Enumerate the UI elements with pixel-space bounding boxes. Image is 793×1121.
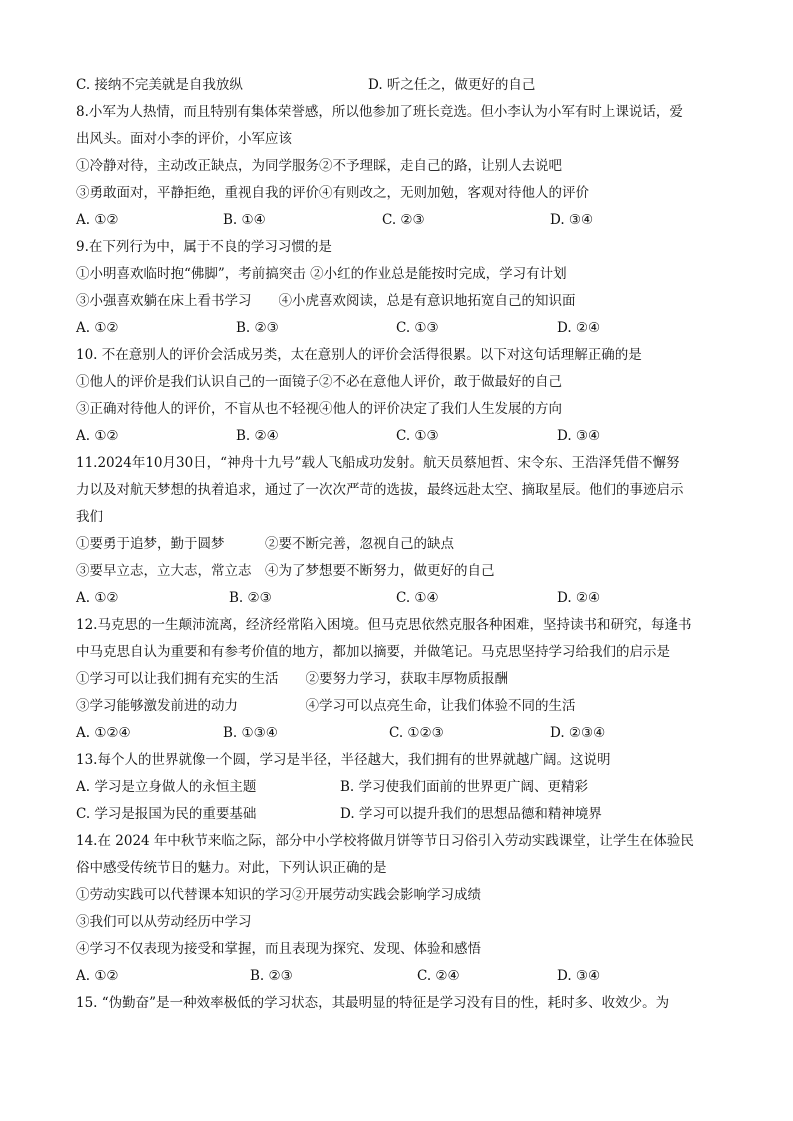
option-b: B. ①④: [223, 212, 266, 228]
q10-statement-1-2: ①他人的评价是我们认识自己的一面镜子②不必在意他人评价，敢于做最好的自己: [76, 374, 562, 390]
option-a: A. ①②④: [76, 725, 131, 741]
q9-statement-1-2: ①小明喜欢临时抱“佛脚”，考前搞突击 ②小红的作业总是能按时完成，学习有计划: [76, 266, 567, 282]
option-d: D. ②③④: [550, 725, 606, 741]
option-c: C. ①③: [396, 428, 439, 444]
q11-stem-line1: 11.2024年10月30日，“神舟十九号”载人飞船成功发射。航天员蔡旭哲、宋令东、王浩泽凭借不懈努: [76, 455, 680, 471]
q11-statement-1-2: ①要勇于追梦，勤于圆梦 ②要不断完善，忽视自己的缺点: [76, 536, 454, 552]
q14-options: [76, 963, 736, 990]
option-b: B. ②③: [236, 320, 279, 336]
q9-stem: 9.在下列行为中，属于不良的学习习惯的是: [76, 239, 332, 255]
q12-statement-3-4: ③学习能够激发前进的动力 ④学习可以点亮生命，让我们体验不同的生活: [76, 698, 576, 714]
option-c: C. 学习是报国为民的重要基础: [76, 806, 257, 822]
q9-options: [76, 315, 736, 342]
q14-statement-1-2: ①劳动实践可以代替课本知识的学习②开展劳动实践会影响学习成绩: [76, 887, 481, 903]
q15-stem-line1: 15. “伪勤奋”是一种效率极低的学习状态，其最明显的特征是学习没有目的性，耗时多、收效少。为: [76, 995, 670, 1011]
option-a: A. ①②: [76, 320, 119, 336]
q11-stem-line2: 力以及对航天梦想的执着追求，通过了一次次严苛的选拔，最终远赴太空、摘取星辰。他们的事迹启示: [76, 482, 684, 498]
q11-statement-3-4: ③要早立志，立大志，常立志 ④为了梦想要不断努力，做更好的自己: [76, 563, 495, 579]
q8-options: [76, 207, 736, 234]
q9-statement-3-4: ③小强喜欢躺在床上看书学习 ④小虎喜欢阅读，总是有意识地拓宽自己的知识面: [76, 293, 576, 309]
q14-statement-4: ④学习不仅表现为接受和掌握，而且表现为探究、发现、体验和感悟: [76, 941, 481, 957]
q14-stem-line1: 14.在 2024 年中秋节来临之际，部分中小学校将做月饼等节日习俗引入劳动实践课堂，让学生在体验民: [76, 833, 694, 849]
option-d: D. ③④: [557, 968, 601, 984]
option-b: B. ②④: [236, 428, 279, 444]
option-a: A. ①②: [76, 968, 119, 984]
q10-statement-3-4: ③正确对待他人的评价，不盲从也不轻视④他人的评价决定了我们人生发展的方向: [76, 401, 562, 417]
q13-options-ab: [76, 774, 736, 801]
option-d: D. 听之任之，做更好的自己: [368, 77, 536, 93]
option-c: C. ①③: [396, 320, 439, 336]
q14-stem-line2: 俗中感受传统节日的魅力。对此，下列认识正确的是: [76, 860, 387, 876]
q14-statement-3: ③我们可以从劳动经历中学习: [76, 914, 252, 930]
option-c: C. ①②③: [389, 725, 444, 741]
option-b: B. ②③: [250, 968, 293, 984]
option-b: B. ①③④: [223, 725, 278, 741]
q10-options: [76, 423, 736, 450]
option-d: D. ②④: [557, 320, 601, 336]
option-c: C. ②③: [382, 212, 425, 228]
option-a: A. 学习是立身做人的永恒主题: [76, 779, 257, 795]
option-c: C. ②④: [417, 968, 460, 984]
q13-stem: 13.每个人的世界就像一个圆，学习是半径，半径越大，我们拥有的世界就越广阔。这说明: [76, 752, 611, 768]
q7-options-cd: [76, 72, 736, 99]
q8-stem-line2: 出风头。面对小李的评价，小军应该: [76, 131, 292, 147]
q8-statement-1-2: ①冷静对待，主动改正缺点，为同学服务②不予理睬，走自己的路，让别人去说吧: [76, 158, 562, 174]
option-c: C. 接纳不完美就是自我放纵: [76, 77, 243, 93]
q12-stem-line1: 12.马克思的一生颠沛流离，经济经常陷入困境。但马克思依然克服各种困难，坚持读书和研究，每逢书: [76, 617, 692, 633]
q10-stem: 10. 不在意别人的评价会活成另类，太在意别人的评价会活得很累。以下对这句话理解正确的是: [76, 347, 642, 363]
q8-statement-3-4: ③勇敢面对，平静拒绝，重视自我的评价④有则改之，无则加勉，客观对待他人的评价: [76, 185, 589, 201]
option-d: D. ③④: [557, 428, 601, 444]
option-a: A. ①②: [76, 590, 119, 606]
q12-stem-line2: 中马克思自认为重要和有参考价值的地方，都加以摘要，并做笔记。马克思坚持学习给我们的启示是: [76, 644, 670, 660]
option-c: C. ①④: [396, 590, 439, 606]
option-d: D. ②④: [557, 590, 601, 606]
option-b: B. ②③: [229, 590, 272, 606]
option-b: B. 学习使我们面前的世界更广阔、更精彩: [340, 779, 589, 795]
q12-options: [76, 720, 736, 747]
q8-stem-line1: 8.小军为人热情，而且特别有集体荣誉感，所以他参加了班长竞选。但小李认为小军有时上课说话，爱: [76, 104, 683, 120]
option-d: D. ③④: [550, 212, 594, 228]
q11-stem-line3: 我们: [76, 509, 103, 525]
q11-options: [76, 585, 736, 612]
option-d: D. 学习可以提升我们的思想品德和精神境界: [340, 806, 602, 822]
option-a: A. ①②: [76, 428, 119, 444]
option-a: A. ①②: [76, 212, 119, 228]
q12-statement-1-2: ①学习可以让我们拥有充实的生活 ②要努力学习，获取丰厚物质报酬: [76, 671, 508, 687]
q13-options-cd: [76, 801, 736, 828]
